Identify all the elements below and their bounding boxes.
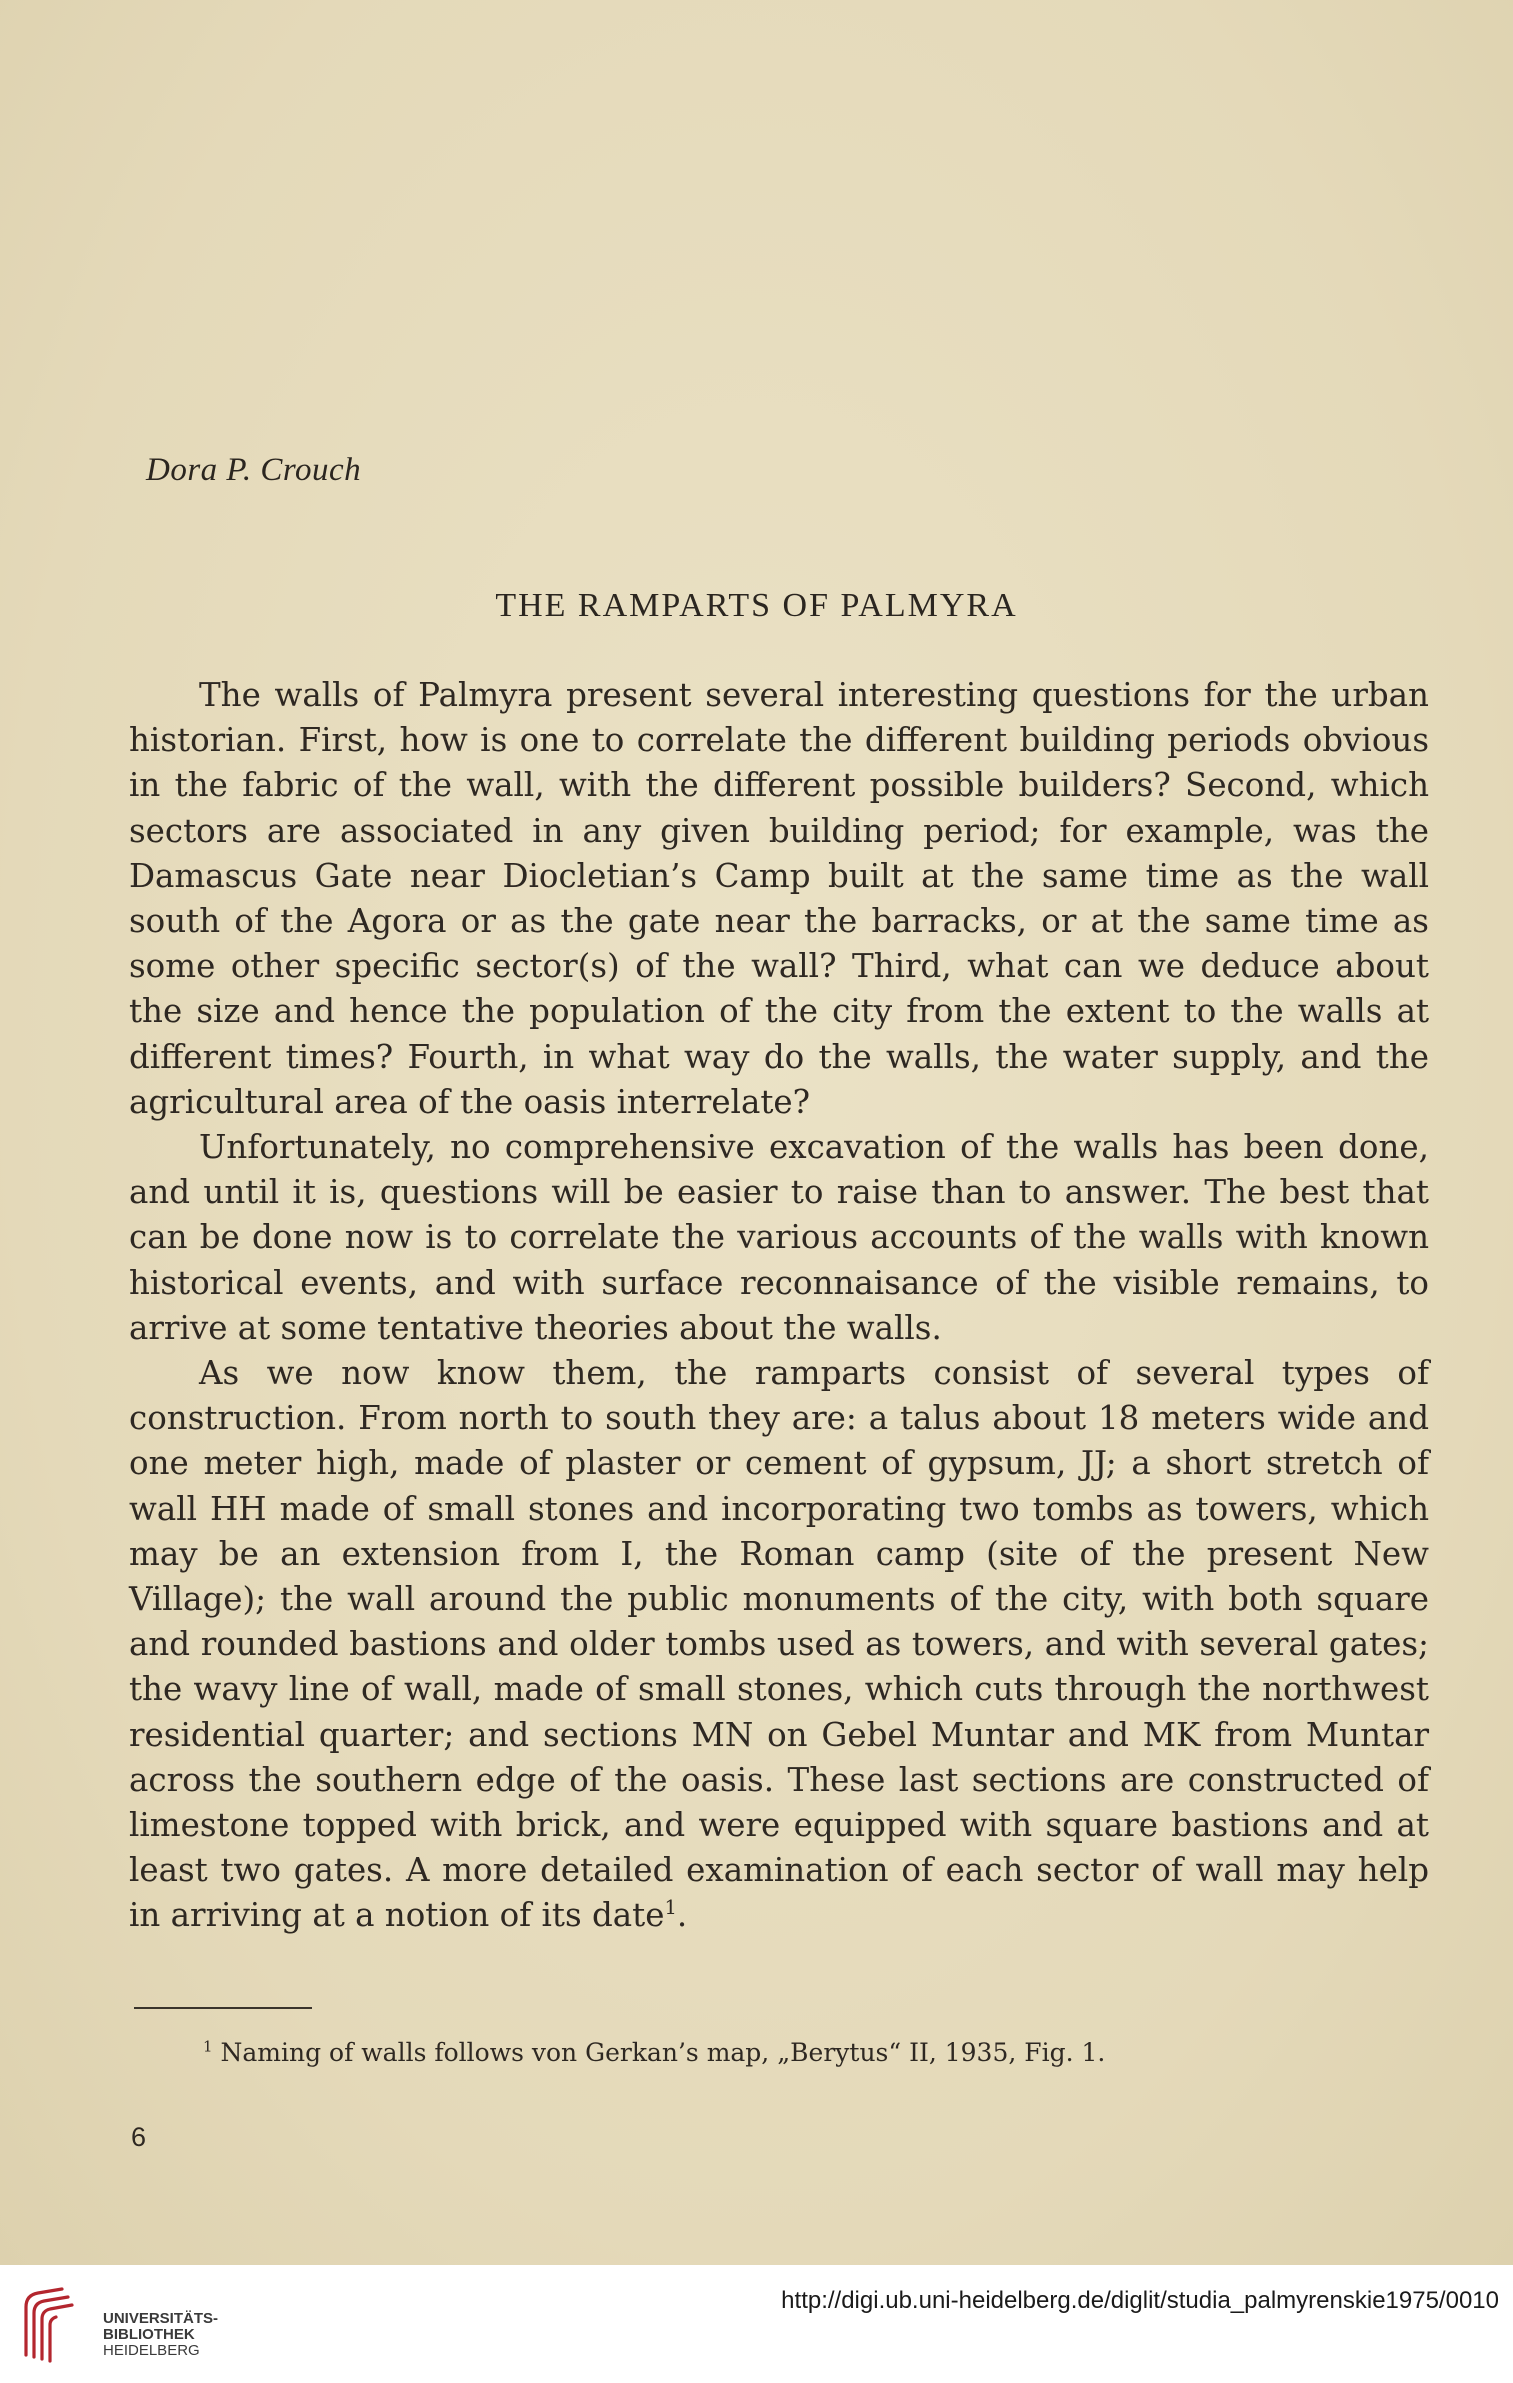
paragraph-1: The walls of Palmyra present several interesting questions for the urban historian. First, how is one to correlate the different building periods obvious in the fabric of the wall, with the different possible builders? Second, which sectors are associated in any given building period; for example, was the Damascus Gate near Diocletian’s Camp built at the same time as the wall south of the Agora or as the gate near the barracks, or at the same time as some other specific sector(s) of the wall? Third, what can we deduce about the size and hence the population of the city from the extent to the walls at different times? Fourth, in what way do the walls, the water supply, and the agricultural area of the oasis interrelate? [129, 676, 1429, 1121]
paragraph-3-text: As we now know them, the ramparts consist of several types of construction. From north to south they are: a talus about 18 meters wide and one meter high, made of plaster or cement of gypsum, JJ; a short stretch of wall HH made of small stones and incorporating two tombs as towers, which may be an extension from I, the Roman camp (site of the present New Village); the wall around the public monuments of the city, with both square and rounded bastions and older tombs used as towers, and with several gates; the wavy line of wall, made of small stones, which cuts through the northwest residential quarter; and sections MN on Gebel Muntar and MK from Muntar across the southern edge of the oasis. These last sections are constructed of limestone topped with brick, and were equipped with square bastions and at least two gates. A more detailed examination of each sector of wall may help in arriving at a notion of its date [129, 1354, 1429, 1935]
library-name-line-1: UNIVERSITÄTS- [103, 2310, 219, 2327]
library-name-line-2: BIBLIOTHEK [103, 2326, 195, 2343]
article-body [129, 673, 1429, 1939]
library-logo[interactable] [18, 2285, 228, 2363]
library-name-line-3: HEIDELBERG [103, 2342, 200, 2359]
footnote-reference: 1 [664, 1896, 677, 1920]
author-name: Dora P. Crouch [146, 452, 362, 488]
article-title: THE RAMPARTS OF PALMYRA [495, 587, 1018, 624]
paragraph-3: As we now know them, the ramparts consist of several types of construction. From north to south they are: a talus about 18 meters wide and one meter high, made of plaster or cement of gypsum, JJ; a short stretch of wall HH made of small stones and incorporating two tombs as towers, which may be an extension from I, the Roman camp (site of the present New Village); the wall around the public monuments of the city, with both square and rounded bastions and older tombs used as towers, and with several gates; the wavy line of wall, made of small stones, which cuts through the northwest residential quarter; and sections MN on Gebel Muntar and MK from Muntar across the southern edge of the oasis. These last sections are constructed of limestone topped with brick, and were equipped with square bastions and at least two gates. A more detailed examination of each sector of wall may help in arriving at a notion of its date$^1$. [129, 1354, 1429, 1935]
footnote-divider [134, 2007, 312, 2009]
university-library-logo-icon [18, 2285, 78, 2363]
source-url-link[interactable]: http://digi.ub.uni-heidelberg.de/diglit/studia_palmyrenskie1975/0010 [781, 2287, 1499, 2314]
paragraph-2: Unfortunately, no comprehensive excavation of the walls has been done, and until it is, questions will be easier to raise than to answer. The best that can be done now is to correlate the various accounts of the walls with known historical events, and with surface reconnaisance of the visible remains, to arrive at some tentative theories about the walls. [129, 1128, 1429, 1347]
footnote-marker: 1 [203, 2037, 213, 2056]
page-number: 6 [131, 2122, 147, 2152]
library-name [103, 2311, 218, 2359]
footnote [203, 2038, 1403, 2067]
footnote-text: Naming of walls follows von Gerkan’s map, „Berytus“ II, 1935, Fig. 1. [220, 2038, 1106, 2067]
digitization-footer [0, 2265, 1513, 2383]
